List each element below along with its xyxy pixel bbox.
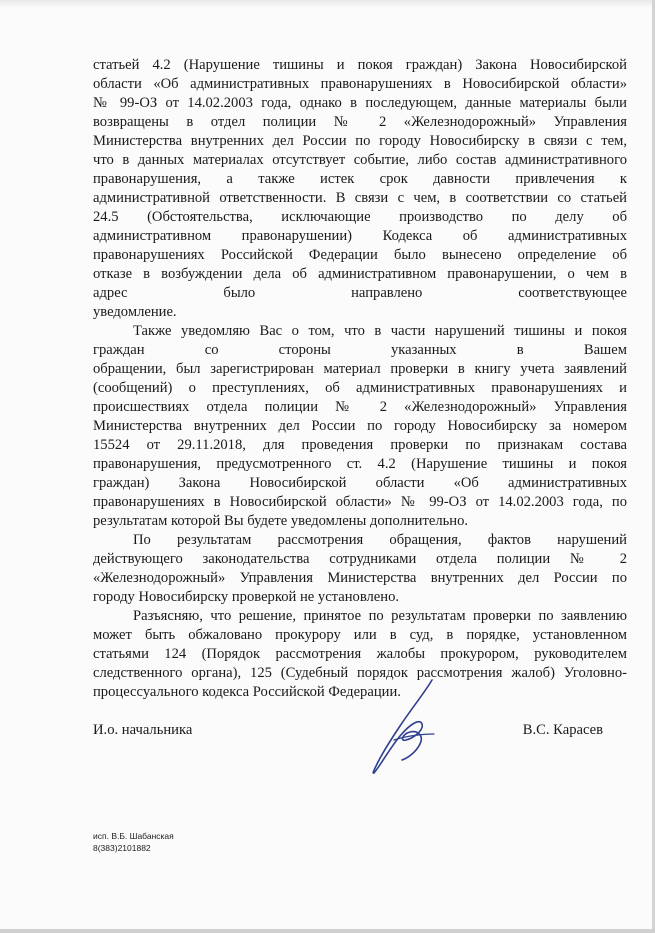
text-line: статьями 124 (Порядок рассмотрения жалобы прокурором, руководителем	[93, 646, 627, 662]
text-line: № 99-ОЗ от 14.02.2003 года, однако в последующем, данные материалы были	[93, 95, 627, 111]
signatory-position: И.о. начальника	[93, 722, 193, 738]
executor-name: исп. В.Б. Шабанская	[93, 831, 174, 841]
text-line: правонарушения, а также истек срок давности привлечения к	[93, 171, 627, 187]
text-line: статьей 4.2 (Нарушение тишины и покоя граждан) Закона Новосибирской	[93, 57, 627, 73]
text-line: По результатам рассмотрения обращения, фактов нарушений	[133, 532, 627, 548]
text-line: граждан со стороны указанных в Вашем	[93, 342, 627, 358]
signatory-name: В.С. Карасев	[522, 722, 603, 738]
text-line: процессуального кодекса Российской Федерации.	[93, 684, 401, 700]
text-line: Министерства внутренних дел России по городу Новосибирску за номером	[93, 418, 627, 434]
text-line: происшествиях отдела полиции № 2 «Железнодорожный» Управления	[93, 399, 627, 415]
text-line: уведомление.	[93, 304, 177, 320]
text-line: что в данных материалах отсутствует событие, либо состав административного	[93, 152, 627, 168]
signature-row	[93, 722, 627, 744]
text-line: правонарушениях Российской Федерации было вынесено определение об	[93, 247, 627, 263]
text-line: отказе в возбуждении дела об административном правонарушении, о чем в	[93, 266, 627, 282]
text-line: административной ответственности. В связи с чем, в соответствии со статьей	[93, 190, 627, 206]
text-line: городу Новосибирску проверкой не установлено.	[93, 589, 400, 605]
text-line: области «Об административных правонарушениях в Новосибирской области»	[93, 76, 627, 92]
text-line: правонарушения, предусмотренного ст. 4.2 (Нарушение тишины и покоя	[93, 456, 627, 472]
scan-top-edge	[0, 0, 655, 8]
text-line: Министерства внутренних дел России по городу Новосибирску в связи с тем,	[93, 133, 627, 149]
text-line: граждан) Закона Новосибирской области «Об административных	[93, 475, 627, 491]
text-line: «Железнодорожный» Управления Министерства внутренних дел России по	[93, 570, 627, 586]
text-line: возвращены в отдел полиции № 2 «Железнодорожный» Управления	[93, 114, 627, 130]
executor-phone: 8(383)2101882	[93, 843, 151, 853]
text-line: административном правонарушении) Кодекса об административных	[93, 228, 627, 244]
text-line: может быть обжаловано прокурору или в суд, в порядке, установленном	[93, 627, 627, 643]
text-line: 24.5 (Обстоятельства, исключающие производство по делу об	[93, 209, 627, 225]
text-line: Также уведомляю Вас о том, что в части нарушений тишины и покоя	[133, 323, 627, 339]
text-line: (сообщений) о преступлениях, об административных правонарушениях и	[93, 380, 627, 396]
text-line: следственного органа), 125 (Судебный порядок рассмотрения жалоб) Уголовно-	[93, 665, 627, 681]
text-line: правонарушениях в Новосибирской области» № 99-ОЗ от 14.02.2003 года, по	[93, 494, 627, 510]
scan-bottom-edge	[0, 929, 655, 933]
text-line: адрес было направлено соответствующее	[93, 285, 627, 301]
text-line: 15524 от 29.11.2018, для проведения проверки по признакам состава	[93, 437, 627, 453]
letter-body	[93, 56, 627, 702]
executor-footer	[93, 830, 174, 854]
text-line: Разъясняю, что решение, принятое по результатам проверки по заявлению	[133, 608, 627, 624]
text-line: результатам которой Вы будете уведомлены дополнительно.	[93, 513, 469, 529]
text-line: обращении, был зарегистрирован материал проверки в книгу учета заявлений	[93, 361, 627, 377]
text-line: действующего законодательства сотрудниками отдела полиции № 2	[93, 551, 627, 567]
